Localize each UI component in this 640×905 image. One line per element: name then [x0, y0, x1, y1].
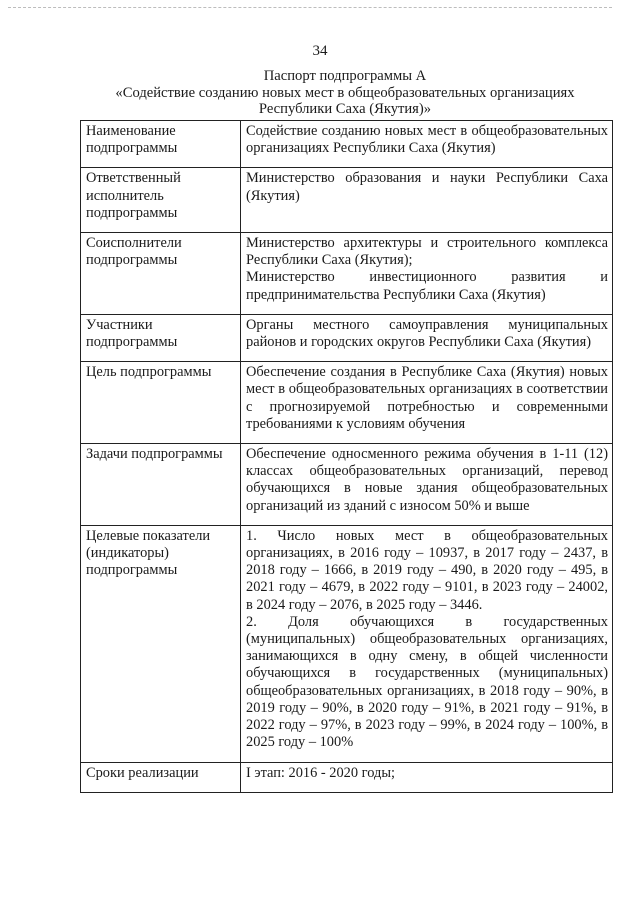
document-title — [80, 68, 610, 118]
passport-table — [80, 120, 613, 793]
row-value — [241, 444, 613, 526]
row-value — [241, 362, 613, 444]
row-value — [241, 762, 613, 792]
table-row — [81, 233, 613, 315]
row-label: Сроки реализации — [81, 762, 241, 792]
row-label: Участники подпрограммы — [81, 314, 241, 361]
title-line-3: Республики Саха (Якутия)» — [258, 101, 432, 117]
table-row — [81, 314, 613, 361]
row-label: Задачи подпрограммы — [81, 444, 241, 526]
row-value — [241, 525, 613, 762]
row-value — [241, 121, 613, 168]
value-paragraph: I этап: 2016 - 2020 годы; — [246, 764, 395, 781]
value-paragraph: 2. Доля обучающихся в государственных (муниципальных) общеобразовательных организациях, занимающихся в одну смену, в общей численности обучающихся в государственных (муниципальных) общеобразовательных организациях, в 2018 году – 90%, в 2019 году – 90%, в 2020 году – 91%, в 2021 году – 91%, в 2022 году – 97%, в 2023 году – 99%, в 2024 году – 100%, в 2025 году – 100% — [246, 613, 608, 751]
table-row — [81, 121, 613, 168]
row-label: Цель подпрограммы — [81, 362, 241, 444]
row-value — [241, 314, 613, 361]
page-number: 34 — [312, 43, 328, 59]
value-paragraph: Органы местного самоуправления муниципальных районов и городских округов Республики Саха (Якутия) — [246, 316, 608, 351]
row-label: Соисполнители подпрограммы — [81, 233, 241, 315]
value-paragraph: Министерство архитектуры и строительного комплекса Республики Саха (Якутия); — [246, 235, 608, 269]
table-row — [81, 762, 613, 792]
row-value — [241, 168, 613, 233]
scan-artifact-line — [8, 7, 612, 8]
value-paragraph: Обеспечение односменного режима обучения в 1-11 (12) классах общеобразовательных организаций, перевод обучающихся в новые здания общеобразовательных организаций из зданий с износом 50% и выше — [246, 446, 608, 514]
row-value — [241, 233, 613, 315]
title-line-1: Паспорт подпрограммы А — [263, 68, 427, 84]
value-paragraph: Содействие созданию новых мест в общеобразовательных организациях Республики Саха (Якутия) — [246, 123, 608, 157]
value-paragraph: Обеспечение создания в Республике Саха (Якутия) новых мест в общеобразовательных организациях в соответствии с прогнозируемой потребностью и современными требованиями к условиям обучения — [246, 364, 608, 432]
row-label: Наименование подпрограммы — [81, 121, 241, 168]
table-row — [81, 362, 613, 444]
table-row — [81, 168, 613, 233]
table-row — [81, 444, 613, 526]
row-label: Целевые показатели (индикаторы) подпрограммы — [81, 525, 241, 762]
value-paragraph: Министерство образования и науки Республики Саха (Якутия) — [246, 170, 608, 204]
title-line-2: «Содействие созданию новых мест в общеобразовательных организациях — [115, 84, 575, 101]
value-paragraph: Министерство инвестиционного развития и предпринимательства Республики Саха (Якутия) — [246, 269, 608, 303]
table-row — [81, 525, 613, 762]
value-paragraph: 1. Число новых мест в общеобразовательных организациях, в 2016 году – 10937, в 2017 году – 2437, в 2018 году – 1666, в 2019 году – 490, в 2020 году – 495, в 2021 году – 4679, в 2022 году – 9101, в 2023 году – 24002, в 2024 году – 2076, в 2025 году – 3446. — [246, 527, 608, 613]
row-label: Ответственный исполнитель подпрограммы — [81, 168, 241, 233]
